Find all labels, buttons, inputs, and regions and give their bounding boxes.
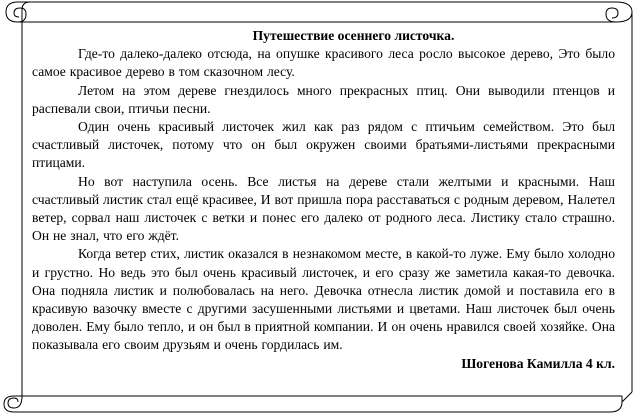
document-body — [32, 27, 615, 373]
document-title: Путешествие осеннего листочка. — [252, 28, 455, 43]
paragraph-1: Где-то далеко-далеко отсюда, на опушке красивого леса росло высокое дерево, Это было самое красивое дерево в том сказочном лесу. — [32, 46, 615, 80]
scroll-left-top-curl — [6, 2, 30, 22]
paragraph-3: Один очень красивый листочек жил как раз рядом с птичьим семейством. Это был счастливый листочек, потому что он был окружен своими братьями-листьями прекрасными птицами. — [32, 119, 615, 171]
author-signature: Шогенова Камилла 4 кл. — [461, 355, 615, 371]
paragraph-4: Но вот наступила осень. Все листья на дереве стали желтыми и красными. Наш счастливый листик стал ещё красивее, И вот пришла пора расставаться с родным деревом, Налетел ветер, сорвал наш листочек с ветки и понес его далеко от родного леса. Листику стало страшно. Он не знал, что его ждёт. — [32, 173, 615, 244]
paragraph-5: Когда ветер стих, листик оказался в незнакомом месте, в какой-то луже. Ему было холодно и грустно. Но ведь это был очень красивый листочек, и его сразу же заметила какая-то девочка. Она подняла листик и полюбовалась на него. Девочка отнесла листик домой и поставила его в красивую вазочку вместе с другими засушенными листьями и цветами. Наш листочек был очень доволен. Ему было тепло, и он был в приятной компании. И он очень нравился своей хозяйке. Она показывала его своим друзьям и очень гордилась им. — [32, 246, 615, 353]
scroll-bottom-curl — [4, 392, 632, 412]
paragraph-2: Летом на этом дереве гнездилось много прекрасных птиц. Они выводили птенцов и распевали свои, птичьи песни. — [32, 82, 615, 116]
scroll-top-curl — [22, 2, 632, 22]
